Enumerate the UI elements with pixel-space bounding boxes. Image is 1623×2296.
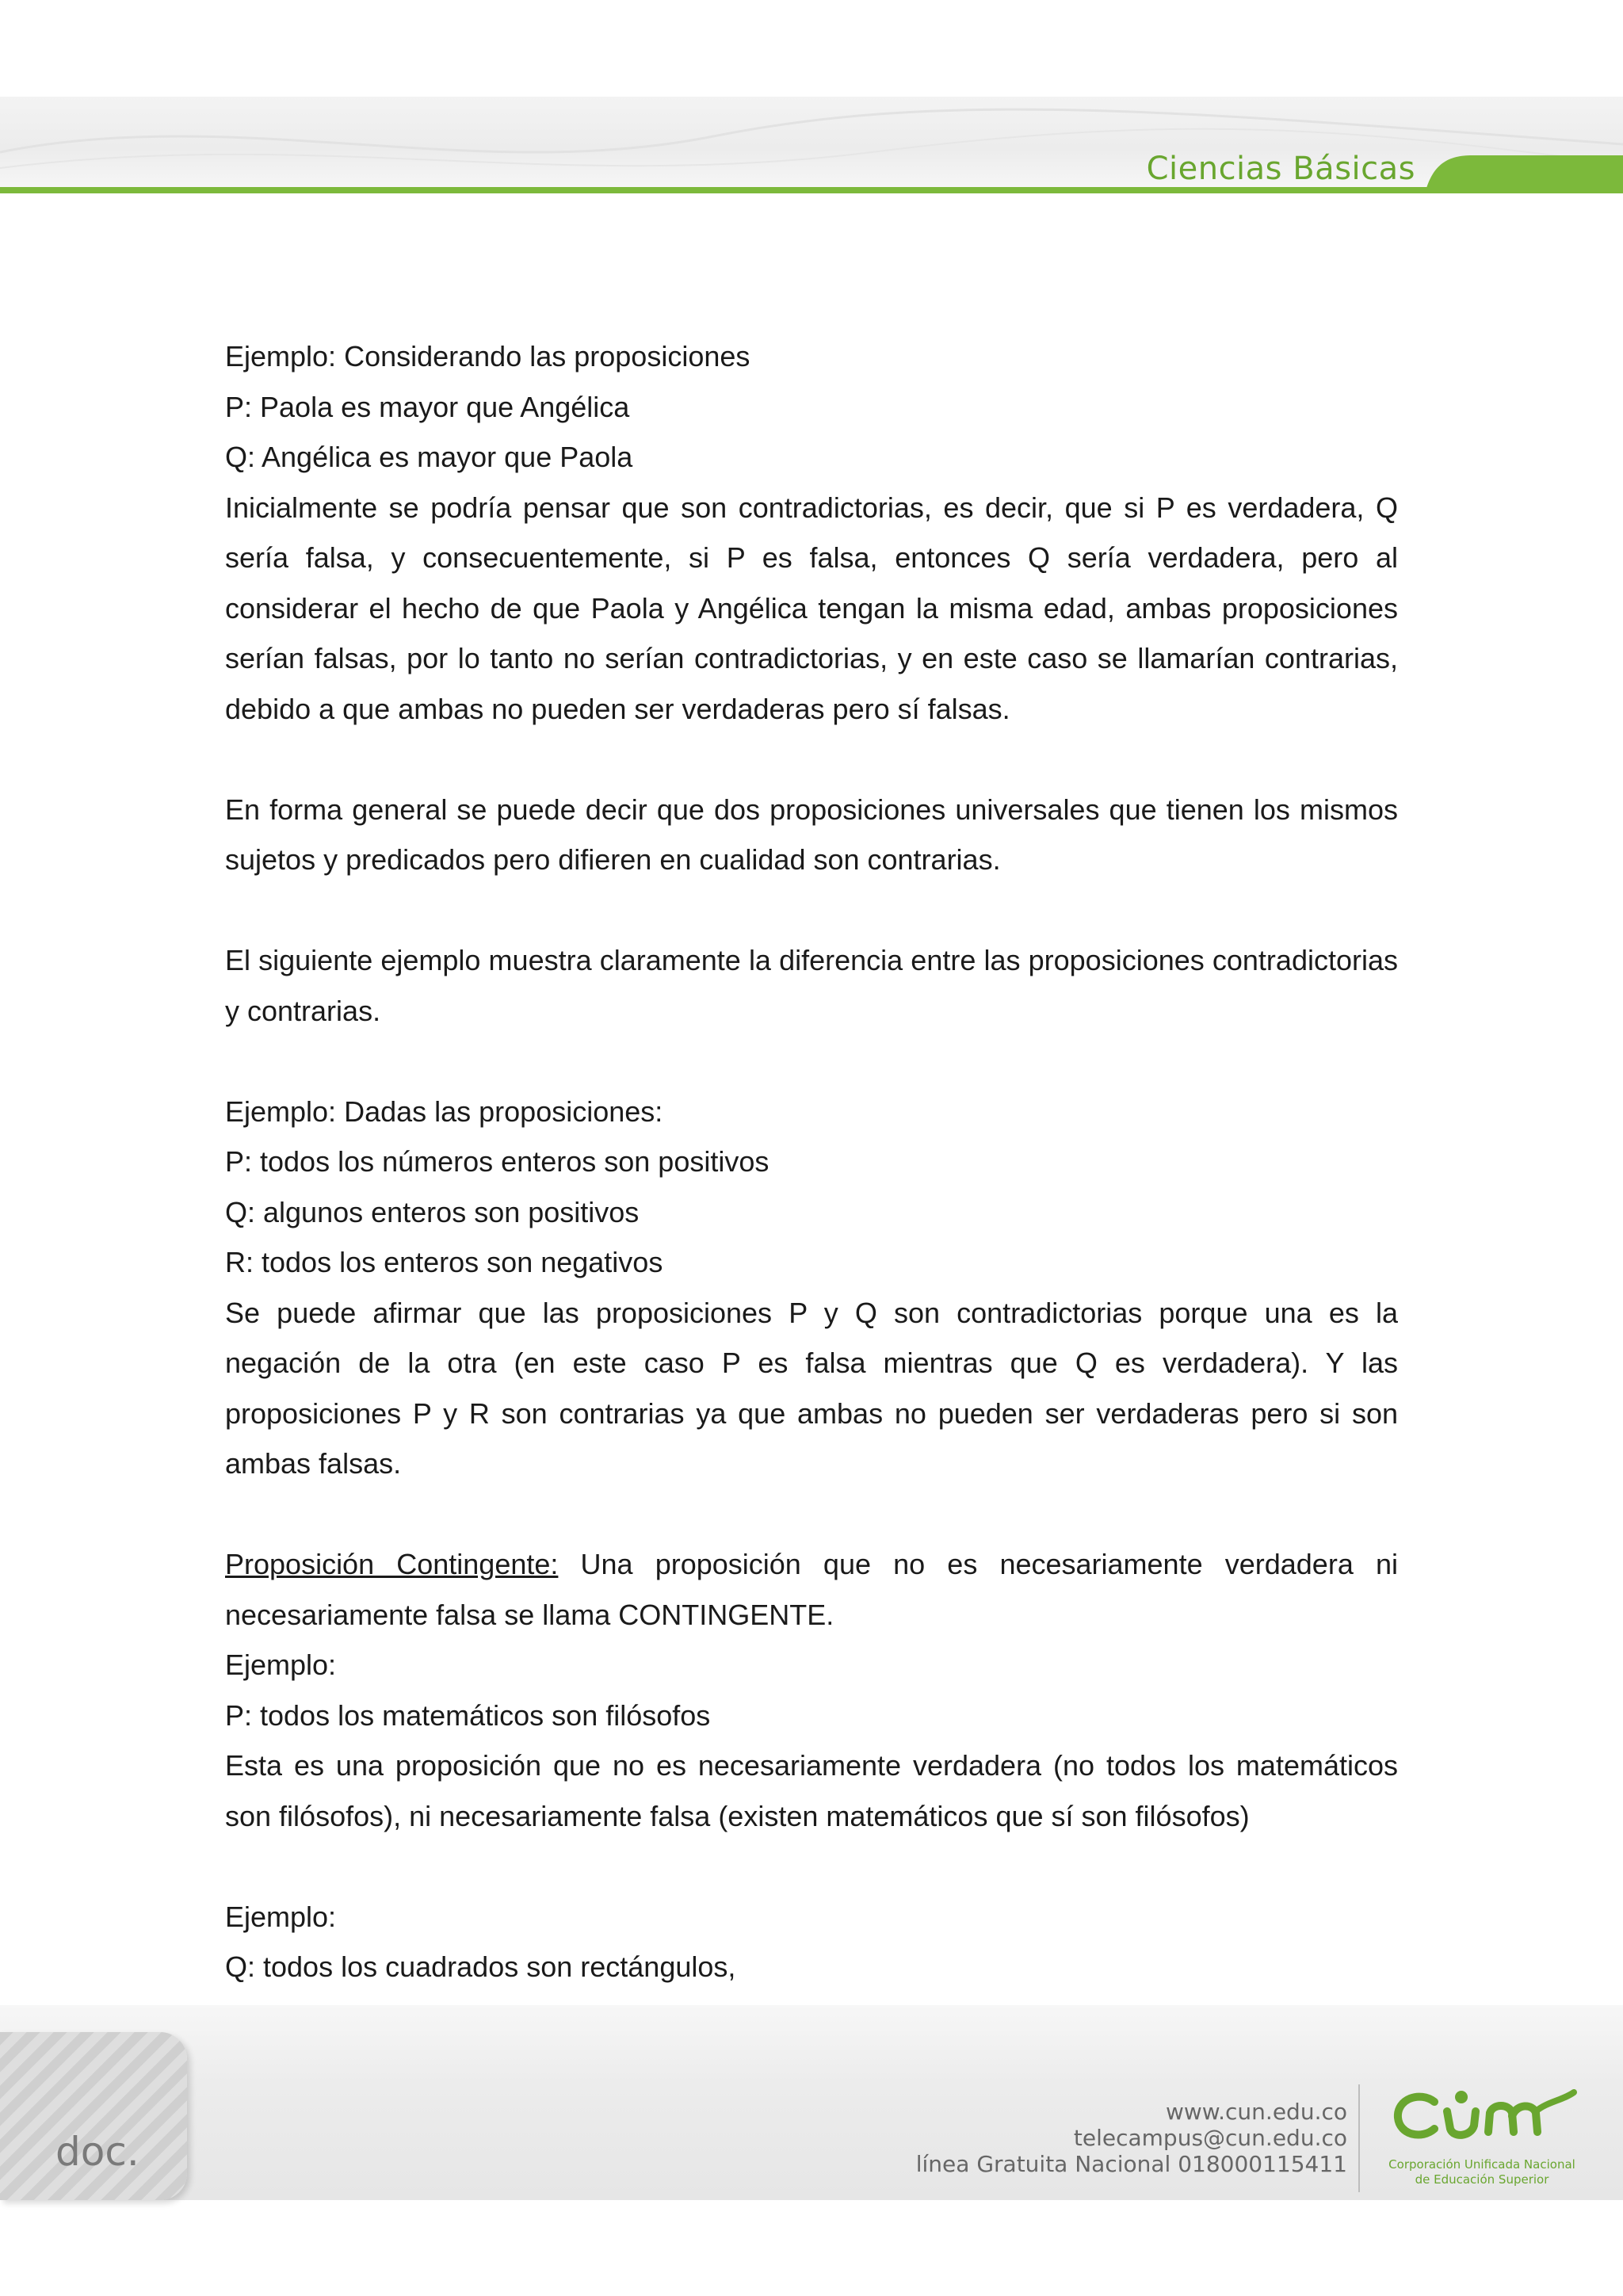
header-green-line xyxy=(0,187,1623,193)
example-2-explanation: Se puede afirmar que las proposiciones P y Q son contradictorias porque una es la negación de la otra (en este caso P es falsa mientras que Q es verdadera). Y las proposiciones P y R son contrarias ya que ambas no pueden ser verdaderas pero si son ambas falsas. xyxy=(225,1296,1398,1480)
phone-line: línea Gratuita Nacional 018000115411 xyxy=(915,2151,1347,2177)
logo-caption xyxy=(1387,2157,1577,2187)
logo-caption-line-2: de Educación Superior xyxy=(1415,2172,1549,2187)
email-link[interactable]: telecampus@cun.edu.co xyxy=(1073,2125,1347,2151)
example-3-explanation: Esta es una proposición que no es necesariamente verdadera (no todos los matemáticos son filósofos), ni necesariamente falsa (existen matemáticos que sí son filósofos) xyxy=(225,1749,1398,1832)
logo-caption-line-1: Corporación Unificada Nacional xyxy=(1388,2157,1575,2172)
doc-tab xyxy=(0,2032,187,2200)
next-example-paragraph: El siguiente ejemplo muestra claramente la diferencia entre las proposiciones contradictorias y contrarias. xyxy=(225,944,1398,1027)
example-2-proposition-r: R: todos los enteros son negativos xyxy=(225,1246,663,1278)
doc-label: doc. xyxy=(55,2129,139,2175)
contingent-term: Proposición Contingente: xyxy=(225,1548,559,1580)
footer-contact xyxy=(916,2099,1347,2177)
example-4-proposition-q: Q: todos los cuadrados son rectángulos, xyxy=(225,1950,736,1983)
website-link[interactable]: www.cun.edu.co xyxy=(1166,2099,1347,2125)
footer-divider xyxy=(1358,2084,1360,2192)
example-2-intro: Ejemplo: Dadas las proposiciones: xyxy=(225,1095,663,1128)
document-body xyxy=(225,331,1398,1992)
example-2-proposition-q: Q: algunos enteros son positivos xyxy=(225,1195,640,1228)
cun-logo-icon xyxy=(1388,2084,1579,2148)
example-1-explanation: Inicialmente se podría pensar que son contradictorias, es decir, que si P es verdadera, Q sería falsa, y consecuentemente, si P es falsa, entonces Q sería verdadera, pero al considerar el hecho de que Paola y Angélica tengan la misma edad, ambas proposiciones serían falsas, por lo tanto no serían contradictorias, y en este caso se llamarían contrarias, debido a que ambas no pueden ser verdaderas pero sí falsas. xyxy=(225,491,1398,725)
footer-band xyxy=(0,2005,1623,2200)
example-1-proposition-q: Q: Angélica es mayor que Paola xyxy=(225,441,633,473)
example-4-label: Ejemplo: xyxy=(225,1900,337,1933)
contingent-definition-text: Una proposición que no es necesariamente verdadera ni necesariamente falsa se llama CONTINGENTE. xyxy=(225,1548,1398,1631)
general-rule-paragraph: En forma general se puede decir que dos proposiciones universales que tienen los mismos sujetos y predicados pero difieren en cualidad son contrarias. xyxy=(225,793,1398,876)
example-2-proposition-p: P: todos los números enteros son positivos xyxy=(225,1145,769,1178)
section-title: Ciencias Básicas xyxy=(1146,151,1415,187)
contingent-definition xyxy=(225,1539,1398,1640)
example-3-proposition-p: P: todos los matemáticos son filósofos xyxy=(225,1698,711,1732)
example-1-proposition-p: P: Paola es mayor que Angélica xyxy=(225,390,630,423)
example-1-intro: Ejemplo: Considerando las proposiciones xyxy=(225,340,750,372)
example-3-label: Ejemplo: xyxy=(225,1648,337,1681)
